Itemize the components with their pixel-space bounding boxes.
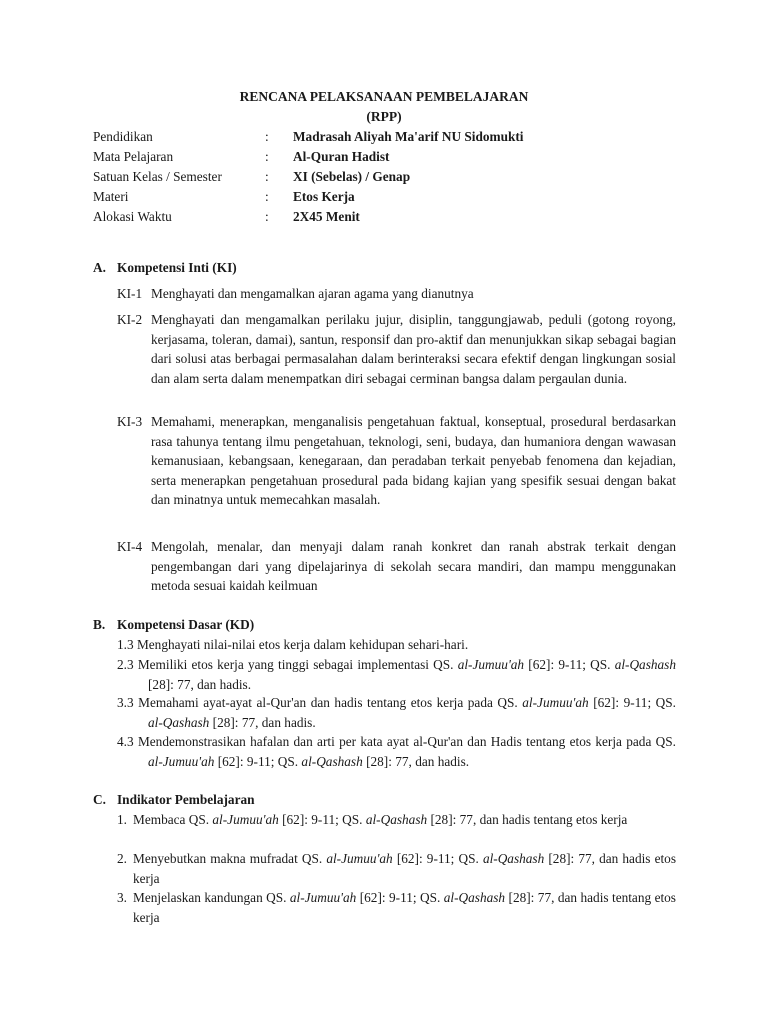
section-letter: B. [93,617,106,632]
kd-text: [28]: 77, dan hadis. [362,753,470,769]
indicator-text: [62]: 9-11; QS. [392,851,483,866]
ki-item [117,412,676,510]
header-row-alokasi-waktu [93,207,693,227]
kd-text-italic: al-Jumuu'ah [457,657,525,672]
indicator-item [117,849,676,888]
section-title: Indikator Pembelajaran [117,792,255,807]
ki-text: Menghayati dan mengamalkan ajaran agama yang dianutnya [151,286,474,301]
field-label: Alokasi Waktu [93,209,172,224]
ki-code: KI-3 [117,414,143,429]
header-row-satuan-kelas [93,167,693,187]
kd-text: 1.3 Menghayati nilai-nilai etos kerja dalam kehidupan sehari-hari. [117,637,469,652]
ki-text: Menghayati dan mengamalkan perilaku jujur, disiplin, tanggungjawab, peduli (gotong royong, kerjasama, toleran, damai), santun, responsif dan pro-aktif dan menunjukkan sikap sebagai bagian dari solusi atas berbagai permasalahan dalam berinteraksi secara efektif dengan lingkungan sosial dan alam serta dalam menempatkan diri sebagai cerminan bangsa dalam pergaulan dunia. [151,312,676,386]
field-colon: : [265,209,269,224]
indicator-text: [62]: 9-11; QS. [278,812,366,827]
header-row-pendidikan [93,127,693,147]
field-colon: : [265,189,269,204]
document-title: RENCANA PELAKSANAAN PEMBELAJARAN [239,89,529,104]
indicator-number: 2. [117,851,127,866]
kd-text: [62]: 9-11; QS. [214,753,302,769]
kd-text: 2.3 Memiliki etos kerja yang tinggi sebagai implementasi QS. [117,657,458,672]
document-subtitle: (RPP) [366,109,402,124]
indicator-text: Menyebutkan makna mufradat QS. [133,851,327,866]
field-label: Pendidikan [93,129,153,144]
ki-item [117,310,676,388]
section-b-heading [93,615,254,635]
indicator-number: 3. [117,890,127,905]
field-label: Materi [93,189,129,204]
ki-code: KI-4 [117,539,143,554]
field-label: Satuan Kelas / Semester [93,169,222,184]
section-title: Kompetensi Inti (KI) [117,260,237,275]
kd-item [117,732,676,771]
section-title: Kompetensi Dasar (KD) [117,617,255,632]
ki-code: KI-1 [117,286,143,301]
indicator-text-italic: al-Qashash [443,890,506,905]
field-value: 2X45 Menit [293,209,360,224]
kd-text-italic: al-Qashash [301,753,363,769]
indicator-text: [28]: 77, dan hadis etos kerja [133,851,677,886]
kd-text-italic: al-Jumuu'ah [148,753,215,769]
indicator-number: 1. [117,812,127,827]
kd-text: [62]: 9-11; QS. [588,695,677,710]
kd-item [117,655,676,694]
ki-text: Memahami, menerapkan, menganalisis pengetahuan faktual, konseptual, prosedural berdasarkan rasa tahunya tentang ilmu pengetahuan, teknologi, seni, budaya, dan humaniora dengan wawasan kemanusiaan, kebangsaan, kenegaraan, dan peradaban terkait penyebab fenomena dan kejadian, serta menerapkan pengetahuan prosedural pada bidang kajian yang spesifik sesuai dengan bakat dan minatnya untuk memecahkan masalah. [151,414,676,508]
section-letter: A. [93,260,106,275]
field-colon: : [265,129,269,144]
field-value: Etos Kerja [293,189,355,204]
ki-item [117,284,676,304]
kd-text: 3.3 Memahami ayat-ayat al-Qur'an dan hadis tentang etos kerja pada QS. [117,695,523,710]
kd-item [117,635,676,655]
indicator-text-italic: al-Qashash [365,812,428,827]
field-value: Madrasah Aliyah Ma'arif NU Sidomukti [293,129,524,144]
header-row-materi [93,187,693,207]
indicator-text: [28]: 77, dan hadis tentang etos kerja [427,812,628,827]
ki-text: Mengolah, menalar, dan menyaji dalam ranah konkret dan ranah abstrak terkait dengan pengembangan dari yang dipelajarinya di sekolah secara mandiri, dan mampu menggunakan metoda sesuai kaidah keilmuan [151,539,676,594]
field-value: Al-Quran Hadist [293,149,390,164]
indicator-text-italic: al-Jumuu'ah [212,812,279,827]
indicator-item [117,888,676,927]
indicator-text-italic: al-Jumuu'ah [326,851,393,866]
field-value: XI (Sebelas) / Genap [293,169,411,184]
indicator-text: Menjelaskan kandungan QS. [133,890,290,905]
kd-text-italic: al-Qashash [148,714,210,730]
field-colon: : [265,149,269,164]
section-a-heading [93,258,237,278]
kd-text-italic: al-Jumuu'ah [522,695,589,710]
kd-text-italic: al-Qashash [614,657,677,672]
ki-item [117,537,676,596]
kd-text: [28]: 77, dan hadis. [209,714,316,730]
section-letter: C. [93,792,106,807]
indicator-text: [28]: 77, dan hadis tentang etos kerja [133,890,676,925]
indicator-text-italic: al-Qashash [482,851,545,866]
section-c-heading [93,790,255,810]
field-colon: : [265,169,269,184]
indicator-text-italic: al-Jumuu'ah [289,890,357,905]
indicator-item [117,810,676,830]
header-row-mata-pelajaran [93,147,693,167]
indicator-text: [62]: 9-11; QS. [356,890,444,905]
field-label: Mata Pelajaran [93,149,174,164]
kd-text: [62]: 9-11; QS. [524,657,615,672]
ki-code: KI-2 [117,312,143,327]
kd-text: [28]: 77, dan hadis. [148,676,252,692]
kd-text: 4.3 Mendemonstrasikan hafalan dan arti per kata ayat al-Qur'an dan Hadis tentang etos kerja pada QS. [117,734,676,749]
kd-item [117,693,676,732]
indicator-text: Membaca QS. [133,812,213,827]
